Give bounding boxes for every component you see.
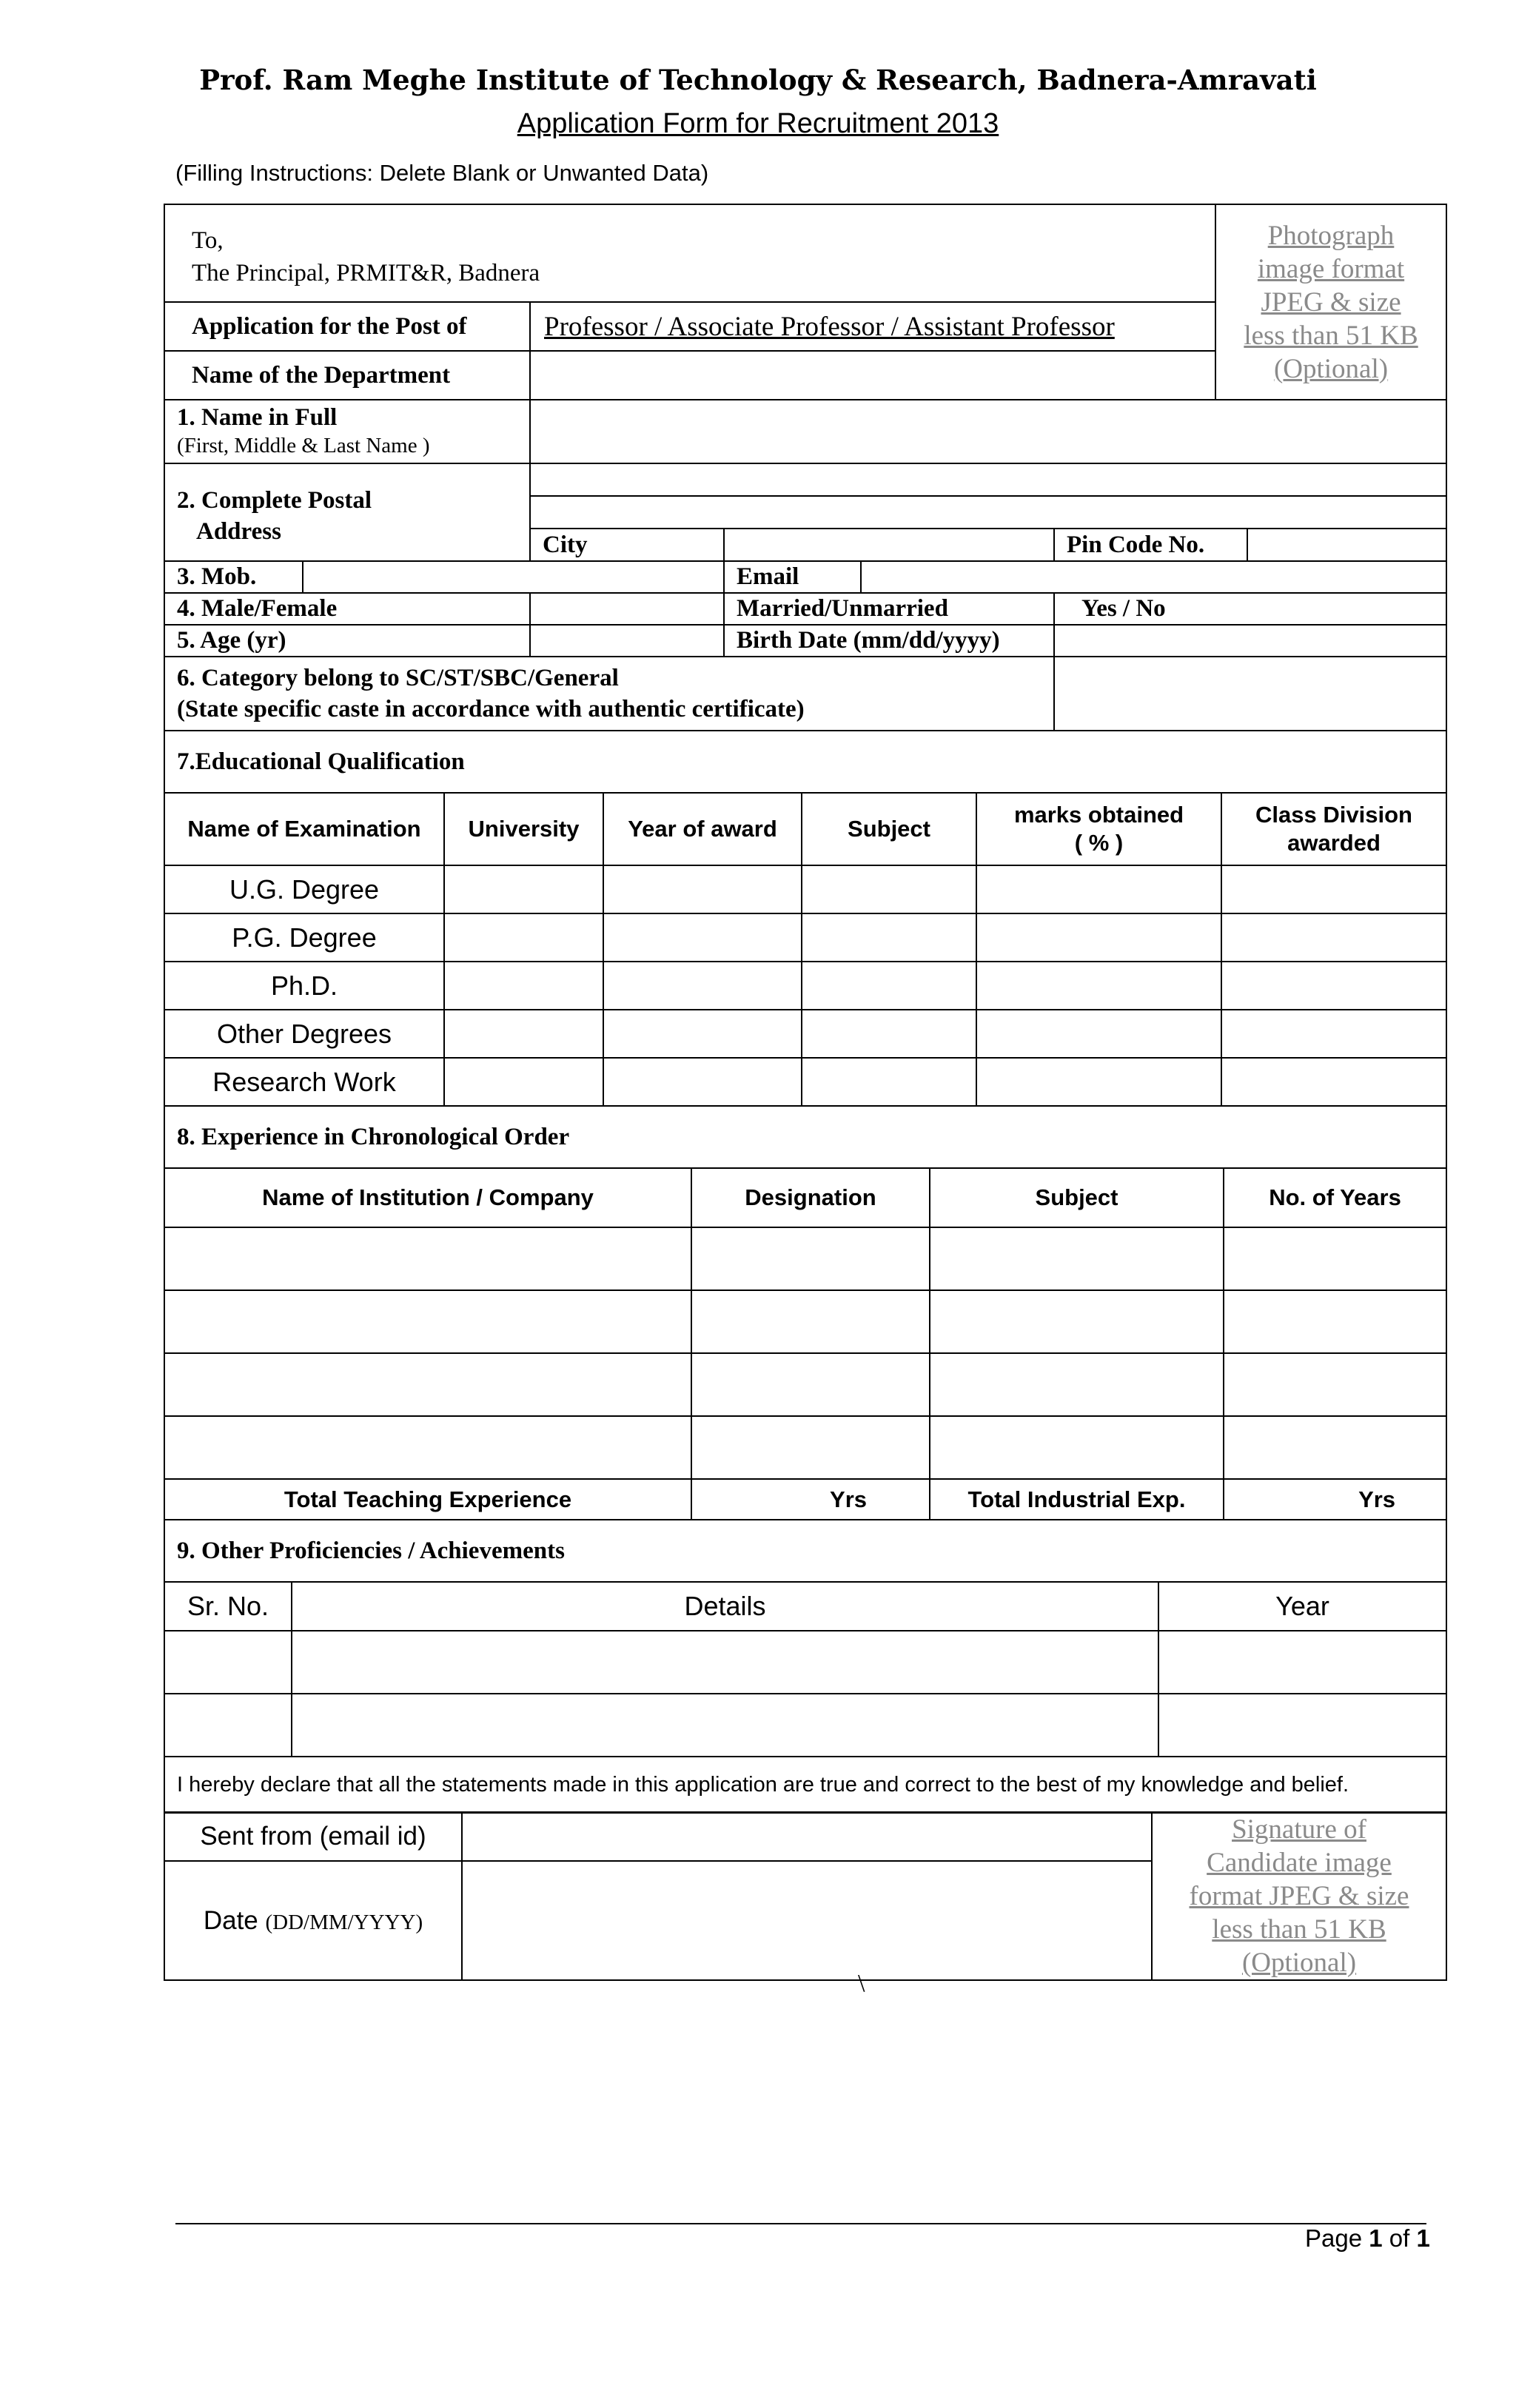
research-year-field[interactable] [603, 1058, 802, 1106]
gender-field[interactable] [530, 593, 724, 625]
table-row [164, 962, 1446, 1010]
ug-subject-field[interactable] [802, 865, 976, 913]
category-label: 6. Category belong to SC/ST/SBC/General [177, 665, 619, 691]
exp4-institution-field[interactable] [164, 1416, 691, 1479]
page-total: 1 [1416, 2224, 1430, 2252]
declaration-text: I hereby declare that all the statements made in this application are true and correct to the best of my knowledge and belief. [164, 1757, 1446, 1813]
table-row [164, 913, 1446, 962]
exp3-years-field[interactable] [1224, 1353, 1446, 1416]
date-format: (DD/MM/YYYY) [265, 1910, 423, 1934]
signature-line-5: (Optional) [1241, 1948, 1357, 1978]
research-subject-field[interactable] [802, 1058, 976, 1106]
col-year-award: Year of award [603, 793, 802, 865]
ach2-details-field[interactable] [292, 1694, 1158, 1757]
ug-class-field[interactable] [1221, 865, 1446, 913]
ug-university-field[interactable] [444, 865, 603, 913]
exam-research: Research Work [164, 1058, 444, 1106]
achievements-section-title: 9. Other Proficiencies / Achievements [164, 1520, 1446, 1582]
signature-line-1: Signature of [1232, 1814, 1366, 1845]
phd-class-field[interactable] [1221, 962, 1446, 1010]
gender-label: 4. Male/Female [164, 593, 530, 625]
sent-from-label: Sent from (email id) [164, 1812, 462, 1861]
research-university-field[interactable] [444, 1058, 603, 1106]
exp2-institution-field[interactable] [164, 1290, 691, 1353]
email-label: Email [724, 561, 861, 593]
page-current: 1 [1369, 2224, 1383, 2252]
table-row [164, 1694, 1446, 1757]
phd-year-field[interactable] [603, 962, 802, 1010]
signoff-table [164, 1811, 1447, 1981]
ach2-year-field[interactable] [1158, 1694, 1446, 1757]
department-label: Name of the Department [164, 351, 530, 400]
exp4-subject-field[interactable] [930, 1416, 1224, 1479]
col-details: Details [292, 1582, 1158, 1631]
mob-label: 3. Mob. [164, 561, 303, 593]
address-label-cell [164, 463, 530, 561]
col-class-line2: awarded [1287, 830, 1381, 856]
total-teaching-field[interactable] [691, 1479, 930, 1520]
exp1-subject-field[interactable] [930, 1227, 1224, 1290]
filling-instructions: (Filling Instructions: Delete Blank or Unwanted Data) [175, 160, 709, 186]
phd-marks-field[interactable] [976, 962, 1221, 1010]
exp3-subject-field[interactable] [930, 1353, 1224, 1416]
form-title: Application Form for Recruitment 2013 [517, 108, 999, 139]
signature-line-2: Candidate image [1207, 1848, 1392, 1878]
col-institution: Name of Institution / Company [164, 1168, 691, 1227]
exp1-institution-field[interactable] [164, 1227, 691, 1290]
exam-other: Other Degrees [164, 1010, 444, 1058]
total-teaching-unit: Yrs [830, 1486, 867, 1512]
education-table [164, 730, 1447, 1107]
photo-line-3: JPEG & size [1261, 286, 1401, 318]
pin-label: Pin Code No. [1054, 529, 1247, 561]
date-label: Date [203, 1905, 258, 1935]
ug-marks-field[interactable] [976, 865, 1221, 913]
post-label: Application for the Post of [164, 302, 530, 351]
other-year-field[interactable] [603, 1010, 802, 1058]
age-label: 5. Age (yr) [164, 625, 530, 657]
experience-table [164, 1105, 1447, 1520]
col-sr-no: Sr. No. [164, 1582, 292, 1631]
col-university: University [444, 793, 603, 865]
col-subject: Subject [802, 793, 976, 865]
post-section-table [164, 204, 1447, 400]
exam-phd: Ph.D. [164, 962, 444, 1010]
post-value: Professor / Associate Professor / Assistant Professor [544, 311, 1115, 342]
pin-field[interactable] [1247, 529, 1446, 561]
marital-label: Married/Unmarried [724, 593, 1054, 625]
email-field[interactable] [861, 561, 1446, 593]
exp3-institution-field[interactable] [164, 1353, 691, 1416]
exp4-years-field[interactable] [1224, 1416, 1446, 1479]
address-label-1: 2. Complete Postal [177, 487, 372, 514]
ach2-srno-field[interactable] [164, 1694, 292, 1757]
category-field[interactable] [1054, 657, 1446, 731]
pg-year-field[interactable] [603, 913, 802, 962]
institute-title: Prof. Ram Meghe Institute of Technology & Research, Badnera-Amravati [199, 64, 1317, 96]
footer-divider [175, 2223, 1426, 2224]
signature-line-3: format JPEG & size [1189, 1881, 1409, 1911]
photo-line-5: (Optional) [1273, 353, 1389, 384]
achievements-table [164, 1519, 1447, 1814]
experience-section-title: 8. Experience in Chronological Order [164, 1106, 1446, 1168]
col-exp-subject: Subject [930, 1168, 1224, 1227]
pg-university-field[interactable] [444, 913, 603, 962]
to-label: To, [192, 227, 224, 254]
research-class-field[interactable] [1221, 1058, 1446, 1106]
table-row [164, 1227, 1446, 1290]
page-number [1305, 2224, 1430, 2253]
page-prefix: Page [1305, 2224, 1369, 2252]
date-label-cell [164, 1861, 462, 1980]
name-label: 1. Name in Full [177, 404, 338, 431]
phd-university-field[interactable] [444, 962, 603, 1010]
pg-marks-field[interactable] [976, 913, 1221, 962]
ach1-srno-field[interactable] [164, 1631, 292, 1694]
col-exam-name: Name of Examination [164, 793, 444, 865]
exp3-designation-field[interactable] [691, 1353, 930, 1416]
table-row [164, 1353, 1446, 1416]
col-marks [976, 793, 1221, 865]
name-hint: (First, Middle & Last Name ) [177, 434, 430, 457]
category-hint: (State specific caste in accordance with authentic certificate) [177, 696, 805, 722]
total-teaching-label: Total Teaching Experience [164, 1479, 691, 1520]
phd-subject-field[interactable] [802, 962, 976, 1010]
exp2-designation-field[interactable] [691, 1290, 930, 1353]
city-label: City [530, 529, 724, 561]
col-marks-line1: marks obtained [1013, 802, 1184, 828]
education-section-title: 7.Educational Qualification [164, 731, 1446, 793]
pg-class-field[interactable] [1221, 913, 1446, 962]
addressee-label: The Principal, PRMIT&R, Badnera [192, 260, 540, 286]
category-label-cell [164, 657, 1054, 731]
research-marks-field[interactable] [976, 1058, 1221, 1106]
ach1-details-field[interactable] [292, 1631, 1158, 1694]
ach1-year-field[interactable] [1158, 1631, 1446, 1694]
table-row [164, 1416, 1446, 1479]
exp4-designation-field[interactable] [691, 1416, 930, 1479]
address-block [164, 204, 1215, 302]
photo-line-2: image format [1257, 253, 1405, 284]
department-field[interactable] [530, 351, 1215, 400]
exp1-designation-field[interactable] [691, 1227, 930, 1290]
photo-upload-box[interactable] [1215, 204, 1446, 400]
sent-from-field[interactable] [462, 1812, 1152, 1861]
full-name-field[interactable] [530, 400, 1446, 463]
col-class-line1: Class Division [1255, 802, 1412, 828]
exp1-years-field[interactable] [1224, 1227, 1446, 1290]
post-field[interactable] [530, 302, 1215, 351]
birth-field[interactable] [1054, 625, 1446, 657]
other-university-field[interactable] [444, 1010, 603, 1058]
name-label-cell [164, 400, 530, 463]
other-marks-field[interactable] [976, 1010, 1221, 1058]
col-year: Year [1158, 1582, 1446, 1631]
address-line-2-field[interactable] [530, 496, 1446, 529]
photo-line-4: less than 51 KB [1244, 320, 1418, 351]
col-years: No. of Years [1224, 1168, 1446, 1227]
address-line-1-field[interactable] [530, 463, 1446, 496]
total-industrial-unit: Yrs [1358, 1486, 1396, 1512]
table-row [164, 1058, 1446, 1106]
exp2-subject-field[interactable] [930, 1290, 1224, 1353]
exam-pg: P.G. Degree [164, 913, 444, 962]
marital-value[interactable]: Yes / No [1054, 593, 1446, 625]
pg-subject-field[interactable] [802, 913, 976, 962]
mob-field[interactable] [303, 561, 724, 593]
signature-upload-box[interactable] [1152, 1812, 1446, 1980]
exp2-years-field[interactable] [1224, 1290, 1446, 1353]
address-label-2: Address [196, 518, 281, 545]
photo-line-1: Photograph [1267, 220, 1395, 251]
total-industrial-field[interactable] [1224, 1479, 1446, 1520]
age-field[interactable] [530, 625, 724, 657]
birth-label: Birth Date (mm/dd/yyyy) [724, 625, 1054, 657]
other-subject-field[interactable] [802, 1010, 976, 1058]
col-marks-line2: ( % ) [1074, 830, 1124, 856]
ug-year-field[interactable] [603, 865, 802, 913]
col-designation: Designation [691, 1168, 930, 1227]
col-class-division [1221, 793, 1446, 865]
table-row [164, 1631, 1446, 1694]
exam-ug: U.G. Degree [164, 865, 444, 913]
date-field[interactable] [462, 1861, 1152, 1980]
table-row [164, 865, 1446, 913]
personal-details-table [164, 399, 1447, 731]
total-industrial-label: Total Industrial Exp. [930, 1479, 1224, 1520]
signature-line-4: less than 51 KB [1212, 1914, 1386, 1945]
page-of: of [1382, 2224, 1417, 2252]
stray-mark: \ [858, 1970, 865, 1997]
other-class-field[interactable] [1221, 1010, 1446, 1058]
city-field[interactable] [724, 529, 1054, 561]
table-row [164, 1010, 1446, 1058]
table-row [164, 1290, 1446, 1353]
